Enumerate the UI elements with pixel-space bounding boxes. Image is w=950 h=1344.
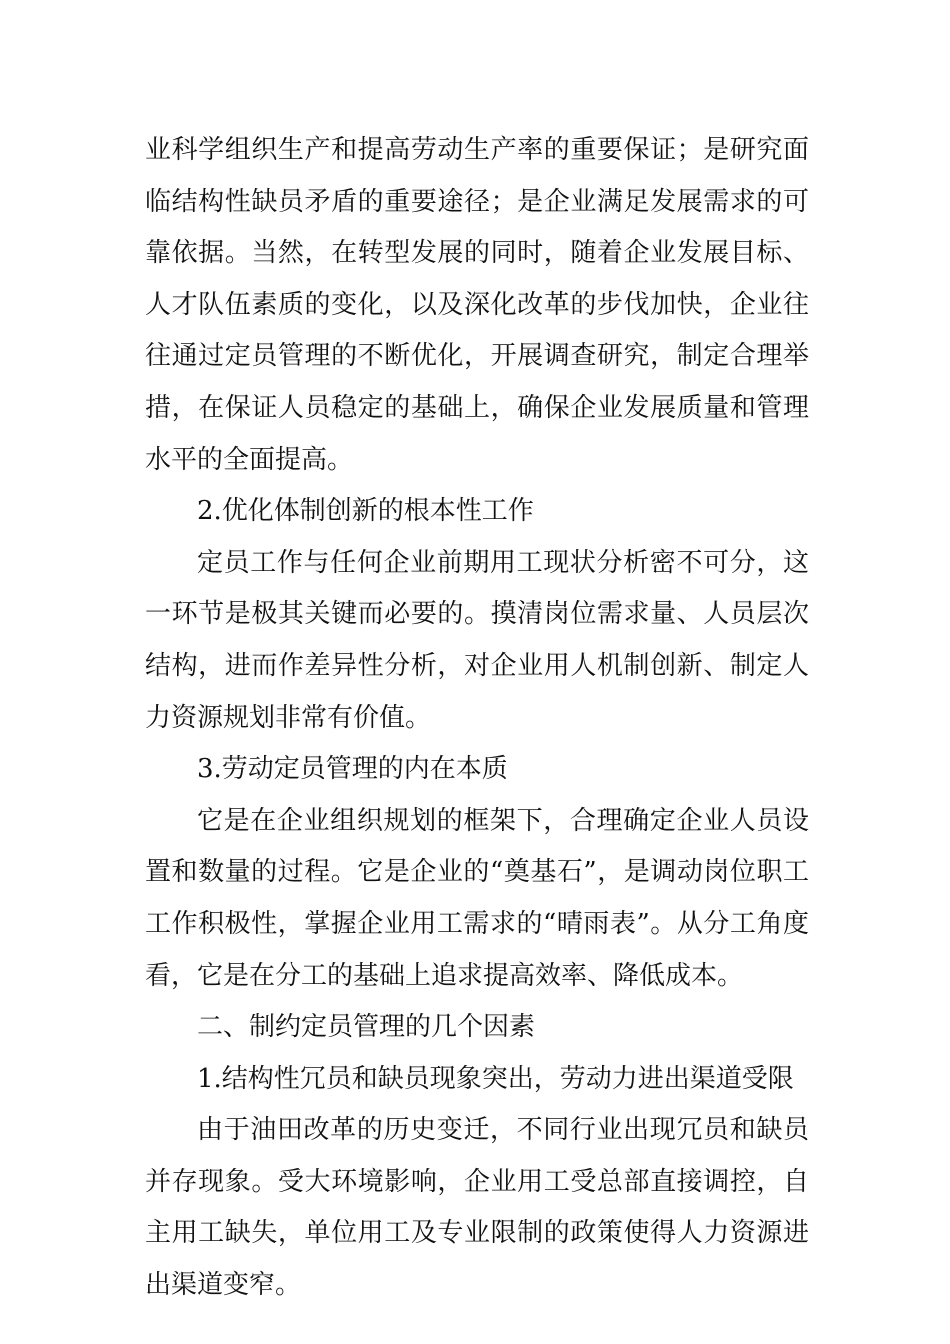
document-page [145, 125, 809, 1312]
section-heading-1: 1.结构性冗员和缺员现象突出，劳动力进出渠道受限 [197, 1063, 794, 1094]
body-paragraph-1: 业科学组织生产和提高劳动生产率的重要保证；是研究面临结构性缺员矛盾的重要途径；是企业满足发展需求的可靠依据。当然，在转型发展的同时，随着企业发展目标、人才队伍素质的变化，以及深化改革的步伐加快，企业往往通过定员管理的不断优化，开展调查研究，制定合理举措，在保证人员稳定的基础上，确保企业发展质量和管理水平的全面提高。 [145, 135, 809, 475]
body-paragraph-2: 定员工作与任何企业前期用工现状分析密不可分，这一环节是极其关键而必要的。摸清岗位需求量、人员层次结构，进而作差异性分析，对企业用人机制创新、制定人力资源规划非常有价值。 [145, 547, 809, 733]
section-heading-3: 3.劳动定员管理的内在本质 [197, 754, 508, 785]
chapter-heading-2: 二、制约定员管理的几个因素 [197, 1012, 536, 1043]
section-heading-2: 2.优化体制创新的根本性工作 [197, 496, 534, 527]
body-paragraph-3: 它是在企业组织规划的框架下，合理确定企业人员设置和数量的过程。它是企业的“奠基石”，是调动岗位职工工作积极性，掌握企业用工需求的“晴雨表”。从分工角度看，它是在分工的基础上追求提高效率、降低成本。 [145, 805, 809, 991]
body-paragraph-4: 由于油田改革的历史变迁，不同行业出现冗员和缺员并存现象。受大环境影响，企业用工受总部直接调控，自主用工缺失，单位用工及专业限制的政策使得人力资源进出渠道变窄。 [145, 1115, 809, 1301]
